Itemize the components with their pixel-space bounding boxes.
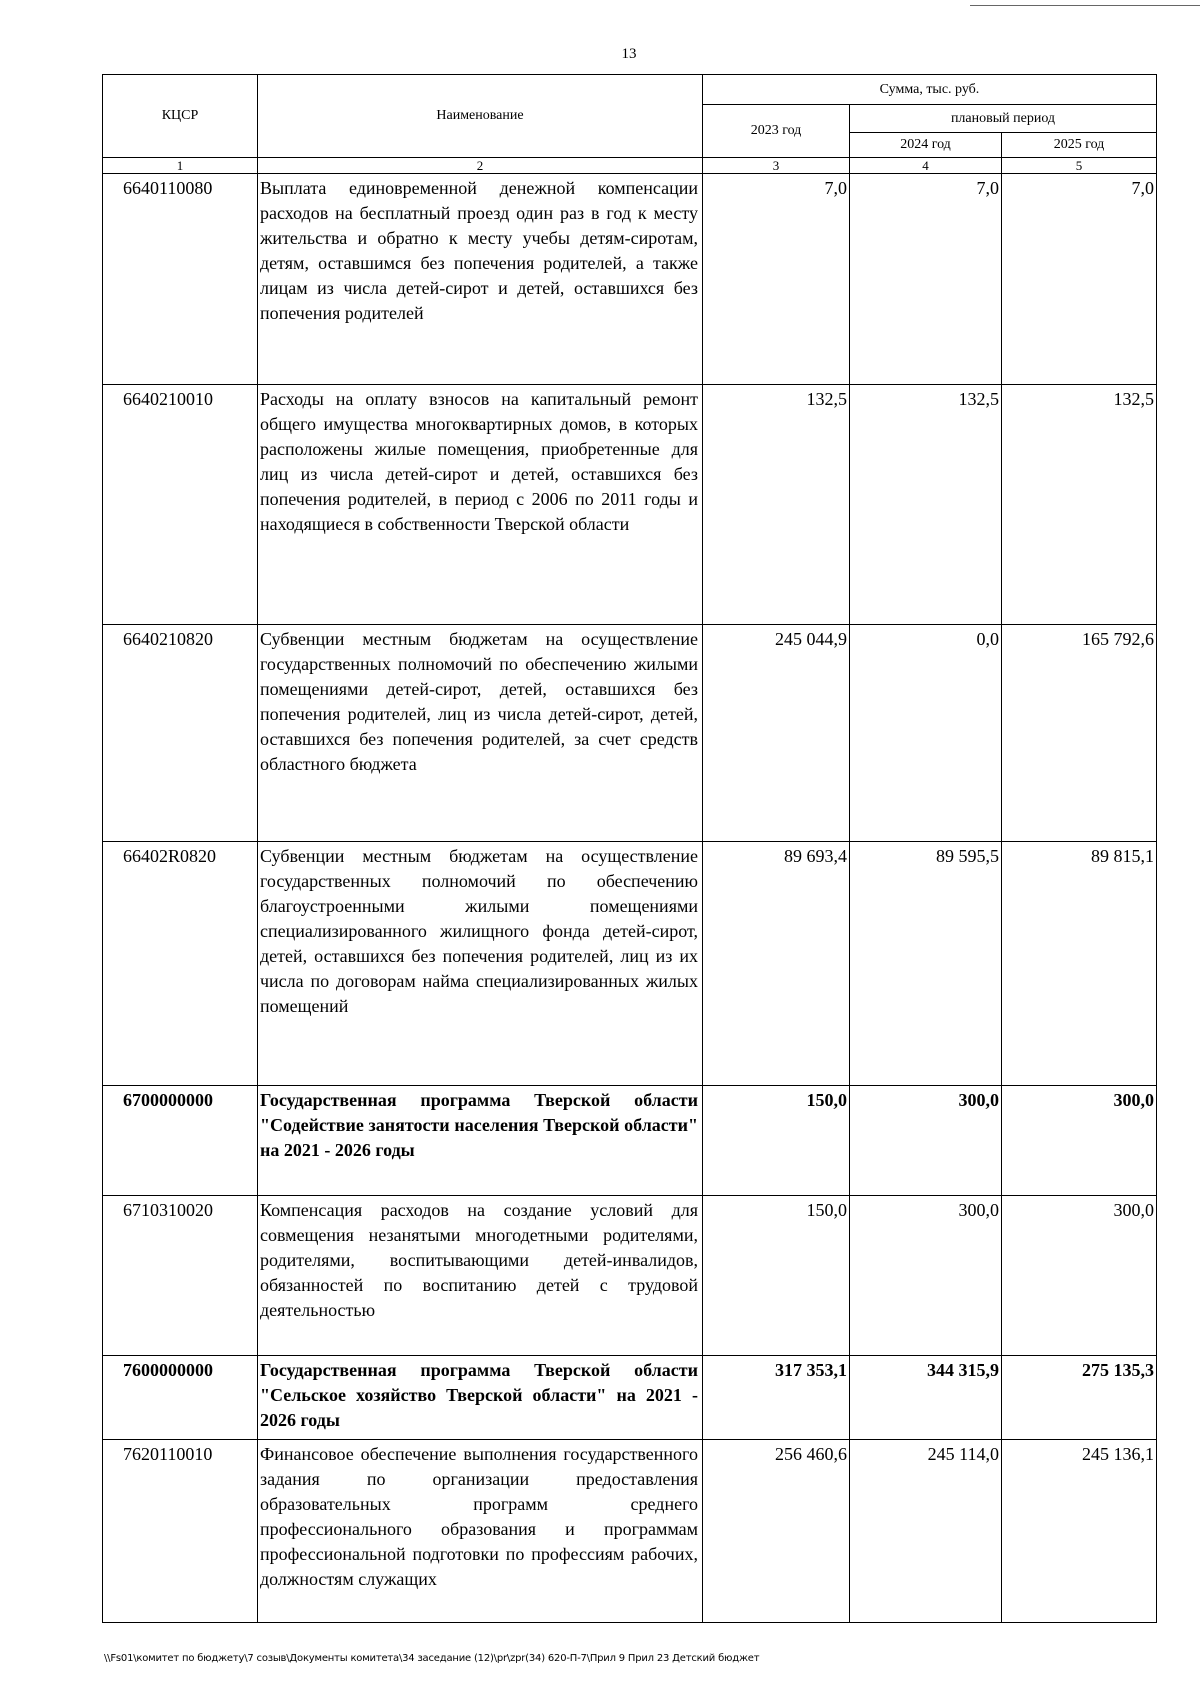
row-name: Компенсация расходов на создание условий для совмещения незанятыми многодетными родителями, родителями, воспитывающими детей-инвалидов, обязанностей по воспитанию детей с трудовой деятельностью: [258, 1196, 703, 1356]
top-rule: [970, 5, 1200, 6]
row-value-2024: 300,0: [850, 1196, 1002, 1356]
row-name: Государственная программа Тверской области "Сельское хозяйство Тверской области" на 2021 - 2026 годы: [258, 1356, 703, 1440]
row-value-2024: 89 595,5: [850, 842, 1002, 1086]
row-value-2023: 150,0: [703, 1196, 850, 1356]
row-code: 6700000000: [103, 1086, 258, 1196]
row-value-2025: 165 792,6: [1002, 625, 1157, 842]
row-name: Субвенции местным бюджетам на осуществление государственных полномочий по обеспечению благоустроенными жилыми помещениями специализированного жилищного фонда детей-сирот, детей, оставшихся без попечения родителей, лиц из их числа по договорам найма специализированных жилых помещений: [258, 842, 703, 1086]
table-row: [103, 842, 1157, 1086]
header-year-2024: 2024 год: [850, 133, 1002, 158]
row-code: 6640210010: [103, 385, 258, 625]
row-name: Государственная программа Тверской области "Содействие занятости населения Тверской области" на 2021 - 2026 годы: [258, 1086, 703, 1196]
row-name: Выплата единовременной денежной компенсации расходов на бесплатный проезд один раз в год к месту жительства и обратно к месту учебы детям-сиротам, детям, оставшимся без попечения родителей, а также лицам из числа детей-сирот и детей, оставшихся без попечения родителей: [258, 174, 703, 385]
row-value-2023: 245 044,9: [703, 625, 850, 842]
row-value-2023: 317 353,1: [703, 1356, 850, 1440]
row-value-2023: 89 693,4: [703, 842, 850, 1086]
row-code: 6710310020: [103, 1196, 258, 1356]
row-value-2023: 7,0: [703, 174, 850, 385]
header-year-2025: 2025 год: [1002, 133, 1157, 158]
footer-file-path: \\Fs01\комитет по бюджету\7 созыв\Документы комитета\34 заседание (12)\pr\zpr(34) 620-П-7\Прил 9 Прил 23 Детский бюджет: [104, 1653, 760, 1664]
row-value-2024: 344 315,9: [850, 1356, 1002, 1440]
table-row: [103, 1440, 1157, 1623]
row-value-2024: 245 114,0: [850, 1440, 1002, 1623]
table-row: [103, 1356, 1157, 1440]
header-col-number: 2: [258, 158, 703, 174]
row-code: 66402R0820: [103, 842, 258, 1086]
row-value-2024: 7,0: [850, 174, 1002, 385]
table-row: [103, 1086, 1157, 1196]
header-col-number: 1: [103, 158, 258, 174]
table-row: [103, 174, 1157, 385]
row-value-2024: 300,0: [850, 1086, 1002, 1196]
table-row: [103, 1196, 1157, 1356]
budget-table: [102, 74, 1157, 1623]
row-code: 7620110010: [103, 1440, 258, 1623]
header-col-number: 5: [1002, 158, 1157, 174]
page-number: 13: [621, 46, 637, 62]
row-value-2025: 300,0: [1002, 1086, 1157, 1196]
row-name: Расходы на оплату взносов на капитальный ремонт общего имущества многоквартирных домов, в которых расположены жилые помещения, приобретенные для лиц из числа детей-сирот и детей, оставшихся без попечения родителей, в период с 2006 по 2011 годы и находящиеся в собственности Тверской области: [258, 385, 703, 625]
row-value-2024: 132,5: [850, 385, 1002, 625]
table-row: [103, 625, 1157, 842]
row-value-2023: 150,0: [703, 1086, 850, 1196]
header-plan-period: плановый период: [850, 105, 1157, 133]
row-value-2023: 256 460,6: [703, 1440, 850, 1623]
row-value-2025: 7,0: [1002, 174, 1157, 385]
row-value-2025: 245 136,1: [1002, 1440, 1157, 1623]
header-sum: Сумма, тыс. руб.: [703, 75, 1157, 105]
header-year-2023: 2023 год: [703, 105, 850, 158]
row-value-2024: 0,0: [850, 625, 1002, 842]
table-row: [103, 385, 1157, 625]
row-name: Субвенции местным бюджетам на осуществление государственных полномочий по обеспечению жилыми помещениями детей-сирот, детей, оставшихся без попечения родителей, лиц из числа детей-сирот, детей, оставшихся без попечения родителей, за счет средств областного бюджета: [258, 625, 703, 842]
row-value-2025: 89 815,1: [1002, 842, 1157, 1086]
row-code: 6640210820: [103, 625, 258, 842]
row-name: Финансовое обеспечение выполнения государственного задания по организации предоставления образовательных программ среднего профессионального образования и программам профессиональной подготовки по профессиям рабочих, должностям служащих: [258, 1440, 703, 1623]
row-value-2025: 275 135,3: [1002, 1356, 1157, 1440]
row-code: 6640110080: [103, 174, 258, 385]
header-name: Наименование: [258, 75, 703, 158]
row-value-2025: 132,5: [1002, 385, 1157, 625]
row-value-2023: 132,5: [703, 385, 850, 625]
header-code: КЦСР: [103, 75, 258, 158]
header-col-number: 4: [850, 158, 1002, 174]
row-code: 7600000000: [103, 1356, 258, 1440]
row-value-2025: 300,0: [1002, 1196, 1157, 1356]
header-col-number: 3: [703, 158, 850, 174]
